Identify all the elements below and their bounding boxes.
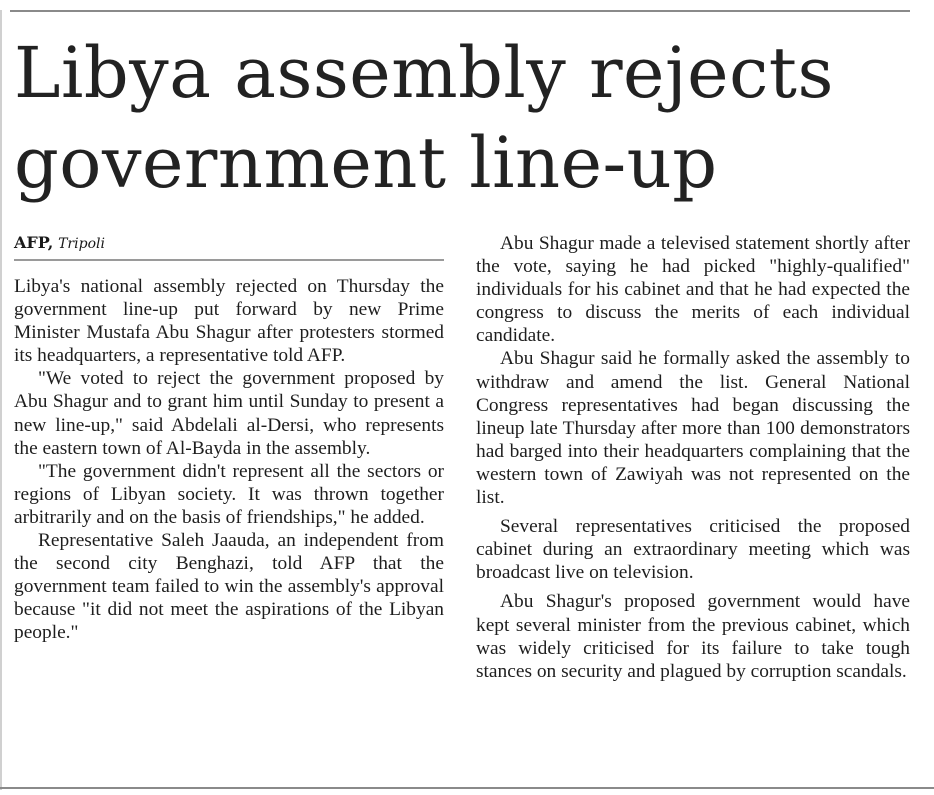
byline-agency: AFP, xyxy=(14,233,54,252)
top-rule xyxy=(10,10,910,12)
paragraph: Libya's national assembly rejected on Thursday the government line-up put forward by new Prime Minister Mustafa Abu Shagur after protesters stormed its headquarters, a representative told AFP. xyxy=(14,276,444,367)
left-edge-rule xyxy=(0,10,2,790)
paragraph: Representative Saleh Jaauda, an independent from the second city Benghazi, told AFP that the government team failed to win the assembly's approval because "it did not meet the aspirations of the Libyan people." xyxy=(14,530,444,644)
article-column-left xyxy=(14,275,444,645)
paragraph: Abu Shagur made a televised statement shortly after the vote, saying he had picked "highly-qualified" individuals for his cabinet and that he had expected the congress to discuss the merits of each individual candidate. xyxy=(476,233,910,347)
byline-location: Tripoli xyxy=(58,236,105,252)
headline: Libya assembly rejects government line-up xyxy=(14,32,834,204)
paragraph: Abu Shagur's proposed government would have kept several minister from the previous cabinet, which was widely criticised for its failure to take tough stances on security and plagued by corruption scandals. xyxy=(476,591,910,682)
paragraph: Several representatives criticised the proposed cabinet during an extraordinary meeting which was broadcast live on television. xyxy=(476,516,910,584)
paragraph: Abu Shagur said he formally asked the assembly to withdraw and amend the list. General National Congress representatives had began discussing the lineup late Thursday after more than 100 demonstrators had barged into their headquarters complaining that the western town of Zawiyah was not represented on the list. xyxy=(476,348,910,509)
paragraph: "The government didn't represent all the sectors or regions of Libyan society. It was thrown together arbitrarily and on the basis of friendships," he added. xyxy=(14,460,444,528)
bottom-rule xyxy=(0,787,934,789)
article-column-right xyxy=(476,232,910,683)
paragraph: "We voted to reject the government proposed by Abu Shagur and to grant him until Sunday to present a new line-up," said Abdelali al-Dersi, who represents the eastern town of Al-Bayda in the assembly. xyxy=(14,368,444,459)
byline xyxy=(14,233,444,261)
